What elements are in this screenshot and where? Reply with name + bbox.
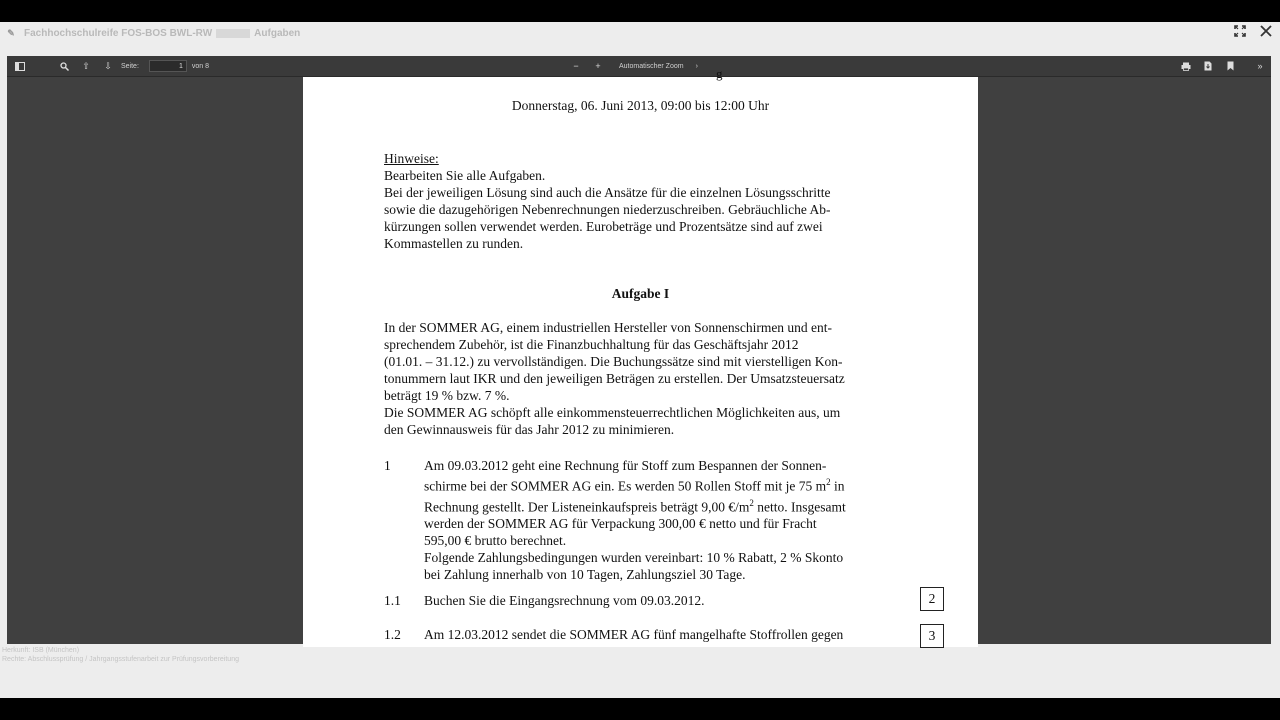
item-line: 595,00 € brutto berechnet. xyxy=(424,533,567,548)
intro-line: den Gewinnausweis für das Jahr 2012 zu minimieren. xyxy=(384,422,675,437)
item-line: Rechnung gestellt. Der Listeneinkaufspreis beträgt 9,00 $€/m^2$ netto. Insgesamt xyxy=(424,497,846,514)
next-page-icon[interactable]: ⇩ xyxy=(104,60,112,71)
item-line: Am 09.03.2012 geht eine Rechnung für Stoff zum Bespannen der Sonnen- xyxy=(424,458,827,473)
hinweise-line: sowie die dazugehörigen Nebenrechnungen niederzuschreiben. Gebräuchliche Ab- xyxy=(384,202,831,217)
points-box: 2 xyxy=(920,587,944,611)
intro-line: tonummern laut IKR und den jeweiligen Beträgen zu erstellen. Der Umsatzsteuersatz xyxy=(384,371,845,386)
item-line: werden der SOMMER AG für Verpackung 300,00 € netto und für Fracht xyxy=(424,516,817,531)
exam-date: Donnerstag, 06. Juni 2013, 09:00 bis 12:00 Uhr xyxy=(511,98,770,113)
item-number: 1.1 xyxy=(384,593,401,608)
redacted-title-part xyxy=(216,29,250,38)
intro-line: beträgt 19 % bzw. 7 %. xyxy=(384,388,510,403)
page-number-input[interactable] xyxy=(149,60,187,72)
fullscreen-icon[interactable] xyxy=(1234,25,1246,40)
pdf-toolbar xyxy=(7,56,1271,77)
hinweise-line: Bei der jeweiligen Lösung sind auch die Ansätze für die einzelnen Lösungsschritte xyxy=(384,185,831,200)
points-box: 3 xyxy=(920,624,944,648)
chevron-down-icon[interactable]: › xyxy=(695,62,698,70)
cut-off-glyph: g xyxy=(716,66,723,81)
aufgabe-title: Aufgabe I xyxy=(611,286,670,301)
superscript: 2 xyxy=(749,497,754,508)
item-1-1-text: Buchen Sie die Eingangsrechnung vom 09.03.2012. xyxy=(424,593,705,608)
aufgabe-intro xyxy=(384,319,894,438)
item-1-2-text: Am 12.03.2012 sendet die SOMMER AG fünf mangelhafte Stoffrollen gegen xyxy=(424,627,844,642)
hinweise-section xyxy=(384,150,894,252)
hinweise-line: kürzungen sollen verwendet werden. Eurobeträge und Prozentsätze sind auf zwei xyxy=(384,219,823,234)
sidebar-toggle-icon[interactable] xyxy=(13,59,27,73)
intro-line: Die SOMMER AG schöpft alle einkommensteuerrechtlichen Möglichkeiten aus, um xyxy=(384,405,841,420)
item-line: schirme bei der SOMMER AG ein. Es werden 50 Rollen Stoff mit je 75 $m^2$ in xyxy=(424,477,845,494)
hinweise-heading: Hinweise: xyxy=(384,151,439,166)
footer-source: Herkunft: ISB (München) xyxy=(2,647,80,654)
hinweise-line: Bearbeiten Sie alle Aufgaben. xyxy=(384,168,546,183)
app-frame xyxy=(0,22,1280,698)
window-title-suffix: Aufgaben xyxy=(254,27,301,39)
pdf-viewer xyxy=(7,56,1271,644)
intro-line: sprechendem Zubehör, ist die Finanzbuchhaltung für das Geschäftsjahr 2012 xyxy=(384,337,799,352)
superscript: 2 xyxy=(826,477,831,487)
footer-rights: Rechte: Abschlussprüfung / Jahrgangsstufenarbeit zur Prüfungsvorbereitung xyxy=(2,656,239,663)
hinweise-line: Kommastellen zu runden. xyxy=(384,236,524,251)
zoom-select[interactable]: Automatischer Zoom xyxy=(619,62,684,70)
previous-page-icon[interactable]: ⇧ xyxy=(82,60,90,71)
search-icon[interactable] xyxy=(57,59,71,73)
zoom-out-icon[interactable]: − xyxy=(573,61,579,71)
item-line: Folgende Zahlungsbedingungen wurden vereinbart: 10 % Rabatt, 2 % Skonto xyxy=(424,550,844,565)
footer-meta xyxy=(2,646,239,664)
page-label: Seite: xyxy=(121,62,139,70)
download-icon[interactable] xyxy=(1201,59,1215,73)
zoom-in-icon[interactable]: + xyxy=(595,61,601,71)
item-number: 1 xyxy=(384,458,391,473)
print-icon[interactable] xyxy=(1179,59,1193,73)
window-titlebar xyxy=(0,22,1280,44)
window-title: Fachhochschulreife FOS-BOS BWL-RW xyxy=(24,27,213,39)
bookmark-icon[interactable] xyxy=(1223,59,1237,73)
intro-line: In der SOMMER AG, einem industriellen Hersteller von Sonnenschirmen und ent- xyxy=(384,320,833,335)
item-line: bei Zahlung innerhalb von 10 Tagen, Zahlungsziel 30 Tage. xyxy=(424,567,746,582)
page-total: von 8 xyxy=(191,62,210,70)
document-icon: ✎ xyxy=(7,27,15,38)
close-icon[interactable] xyxy=(1260,25,1272,40)
intro-line: (01.01. – 31.12.) zu vervollständigen. Die Buchungssätze sind mit vierstelligen Kon- xyxy=(384,354,843,369)
item-number: 1.2 xyxy=(384,627,401,642)
tools-menu-icon[interactable]: » xyxy=(1257,61,1263,71)
item-1-text xyxy=(424,457,894,583)
